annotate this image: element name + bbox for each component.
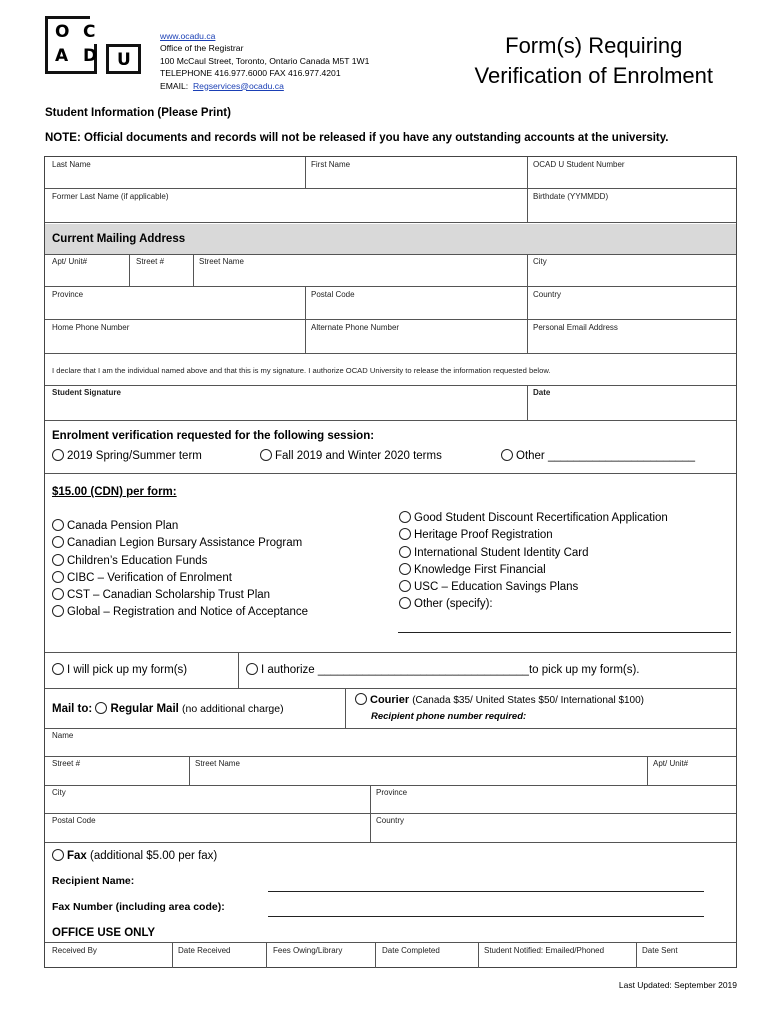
office-date-received[interactable]: Date Received: [178, 946, 231, 955]
email-link[interactable]: Regservices@ocadu.ca: [192, 80, 284, 91]
session-option-spring-summer[interactable]: 2019 Spring/Summer term: [52, 448, 202, 465]
former-last-name-field[interactable]: Former Last Name (if applicable): [52, 192, 169, 201]
regular-mail-label: Regular Mail: [110, 703, 179, 715]
logo-letter-o: O: [55, 22, 70, 42]
mail-apt-field[interactable]: Apt/ Unit#: [653, 759, 689, 768]
title-line-2: Verification of Enrolment: [474, 63, 713, 88]
office-address: 100 McCaul Street, Toronto, Ontario Canada M5T 1W1: [160, 55, 370, 66]
mail-name-field[interactable]: Name: [52, 731, 74, 740]
form-option-usc[interactable]: USC – Education Savings Plans: [399, 579, 668, 596]
fax-number-label: Fax Number (including area code):: [52, 901, 225, 913]
office-date-completed[interactable]: Date Completed: [382, 946, 440, 955]
form-option-heritage[interactable]: Heritage Proof Registration: [399, 527, 668, 544]
personal-email-field[interactable]: Personal Email Address: [533, 323, 618, 332]
fax-option[interactable]: Fax (additional $5.00 per fax): [52, 848, 217, 865]
regular-mail-radio-icon[interactable]: [95, 702, 107, 714]
first-name-field[interactable]: First Name: [311, 160, 351, 169]
courier-requirement: Recipient phone number required:: [371, 711, 527, 722]
mail-city-field[interactable]: City: [52, 788, 66, 797]
logo-letter-c: C: [83, 22, 96, 42]
session-heading: Enrolment verification requested for the following session:: [52, 430, 375, 442]
radio-icon: [52, 849, 64, 861]
mail-country-field[interactable]: Country: [376, 816, 405, 825]
office-received-by[interactable]: Received By: [52, 946, 97, 955]
office-use-heading: OFFICE USE ONLY: [52, 927, 156, 939]
mail-to-label: Mail to:: [52, 703, 93, 715]
radio-icon: [52, 605, 64, 617]
apt-unit-field[interactable]: Apt/ Unit#: [52, 257, 88, 266]
recipient-name-label: Recipient Name:: [52, 875, 135, 887]
phone-fax: TELEPHONE 416.977.6000 FAX 416.977.4201: [160, 68, 341, 79]
title-line-1: Form(s) Requiring: [505, 33, 683, 58]
note-text: NOTE: Official documents and records will not be released if you have any outstanding accounts at the university.: [45, 132, 669, 144]
ocadu-logo: [45, 16, 141, 74]
street-name-field[interactable]: Street Name: [199, 257, 244, 266]
forms-left-list: [52, 518, 308, 622]
radio-icon: [260, 449, 272, 461]
form-option-cst[interactable]: CST – Canadian Scholarship Trust Plan: [52, 587, 308, 604]
logo-letter-a: A: [55, 46, 69, 66]
form-option-cibc[interactable]: CIBC – Verification of Enrolment: [52, 570, 308, 587]
form-option-global[interactable]: Global – Registration and Notice of Acceptance: [52, 604, 308, 621]
home-phone-field[interactable]: Home Phone Number: [52, 323, 130, 332]
radio-icon: [52, 588, 64, 600]
signature-date-field[interactable]: Date: [533, 388, 551, 397]
radio-icon: [399, 563, 411, 575]
session-option-fall-winter[interactable]: Fall 2019 and Winter 2020 terms: [260, 448, 442, 465]
session-option-other[interactable]: Other _______________________: [501, 448, 695, 465]
last-name-field[interactable]: Last Name: [52, 160, 91, 169]
form-option-childrens-education[interactable]: Children’s Education Funds: [52, 553, 308, 570]
mail-province-field[interactable]: Province: [376, 788, 408, 797]
regular-mail-note: (no additional charge): [182, 703, 284, 715]
office-student-notified[interactable]: Student Notified: Emailed/Phoned: [484, 946, 605, 955]
contact-block: [160, 30, 369, 92]
postal-code-field[interactable]: Postal Code: [311, 290, 355, 299]
office-name: Office of the Registrar: [160, 43, 244, 54]
radio-icon: [52, 519, 64, 531]
radio-icon: [52, 449, 64, 461]
mailing-address-heading: Current Mailing Address: [52, 233, 186, 245]
radio-icon: [52, 536, 64, 548]
form-option-legion[interactable]: Canadian Legion Bursary Assistance Program: [52, 535, 308, 552]
last-updated: Last Updated: September 2019: [618, 980, 737, 990]
radio-icon: [399, 528, 411, 540]
form-option-other[interactable]: Other (specify):: [399, 596, 668, 613]
recipient-name-line[interactable]: [268, 891, 704, 892]
logo-letter-u: U: [117, 50, 131, 70]
radio-icon: [246, 663, 258, 675]
form-option-cpp[interactable]: Canada Pension Plan: [52, 518, 308, 535]
form-option-knowledge-first[interactable]: Knowledge First Financial: [399, 562, 668, 579]
email-label: EMAIL:: [160, 80, 189, 91]
city-field[interactable]: City: [533, 257, 547, 266]
form-option-good-student[interactable]: Good Student Discount Recertification Application: [399, 510, 668, 527]
radio-icon: [399, 546, 411, 558]
radio-icon: [501, 449, 513, 461]
form-option-isic[interactable]: International Student Identity Card: [399, 545, 668, 562]
declaration-text: I declare that I am the individual named above and that this is my signature. I authorize OCAD University to release the information requested below.: [52, 366, 551, 375]
pickup-self-option[interactable]: I will pick up my form(s): [52, 662, 187, 679]
forms-right-list: [399, 510, 668, 614]
form-title: [475, 31, 713, 91]
fax-number-line[interactable]: [268, 916, 704, 917]
alternate-phone-field[interactable]: Alternate Phone Number: [311, 323, 400, 332]
radio-icon: [355, 693, 367, 705]
province-field[interactable]: Province: [52, 290, 84, 299]
radio-icon: [399, 580, 411, 592]
mail-street-number-field[interactable]: Street #: [52, 759, 81, 768]
country-field[interactable]: Country: [533, 290, 562, 299]
birthdate-field[interactable]: Birthdate (YYMMDD): [533, 192, 609, 201]
mail-to-row: [52, 701, 284, 718]
student-info-heading: Student Information (Please Print): [45, 107, 231, 119]
fee-heading: $15.00 (CDN) per form:: [52, 486, 177, 498]
radio-icon: [52, 663, 64, 675]
courier-option[interactable]: Courier (Canada $35/ United States $50/ International $100): [355, 692, 644, 709]
logo-letter-d: D: [83, 46, 98, 66]
mail-street-name-field[interactable]: Street Name: [195, 759, 240, 768]
student-number-field[interactable]: OCAD U Student Number: [533, 160, 625, 169]
radio-icon: [399, 597, 411, 609]
street-number-field[interactable]: Street #: [136, 257, 165, 266]
radio-icon: [52, 554, 64, 566]
mail-postal-field[interactable]: Postal Code: [52, 816, 96, 825]
office-date-sent[interactable]: Date Sent: [642, 946, 678, 955]
office-fees-owing[interactable]: Fees Owing/Library: [273, 946, 343, 955]
radio-icon: [399, 511, 411, 523]
radio-icon: [52, 571, 64, 583]
other-specify-line[interactable]: [398, 632, 731, 633]
pickup-authorize-option[interactable]: I authorize _________________________________to pick up my form(s).: [246, 662, 640, 679]
website-link[interactable]: www.ocadu.ca: [160, 31, 216, 41]
student-signature-field[interactable]: Student Signature: [52, 388, 121, 397]
